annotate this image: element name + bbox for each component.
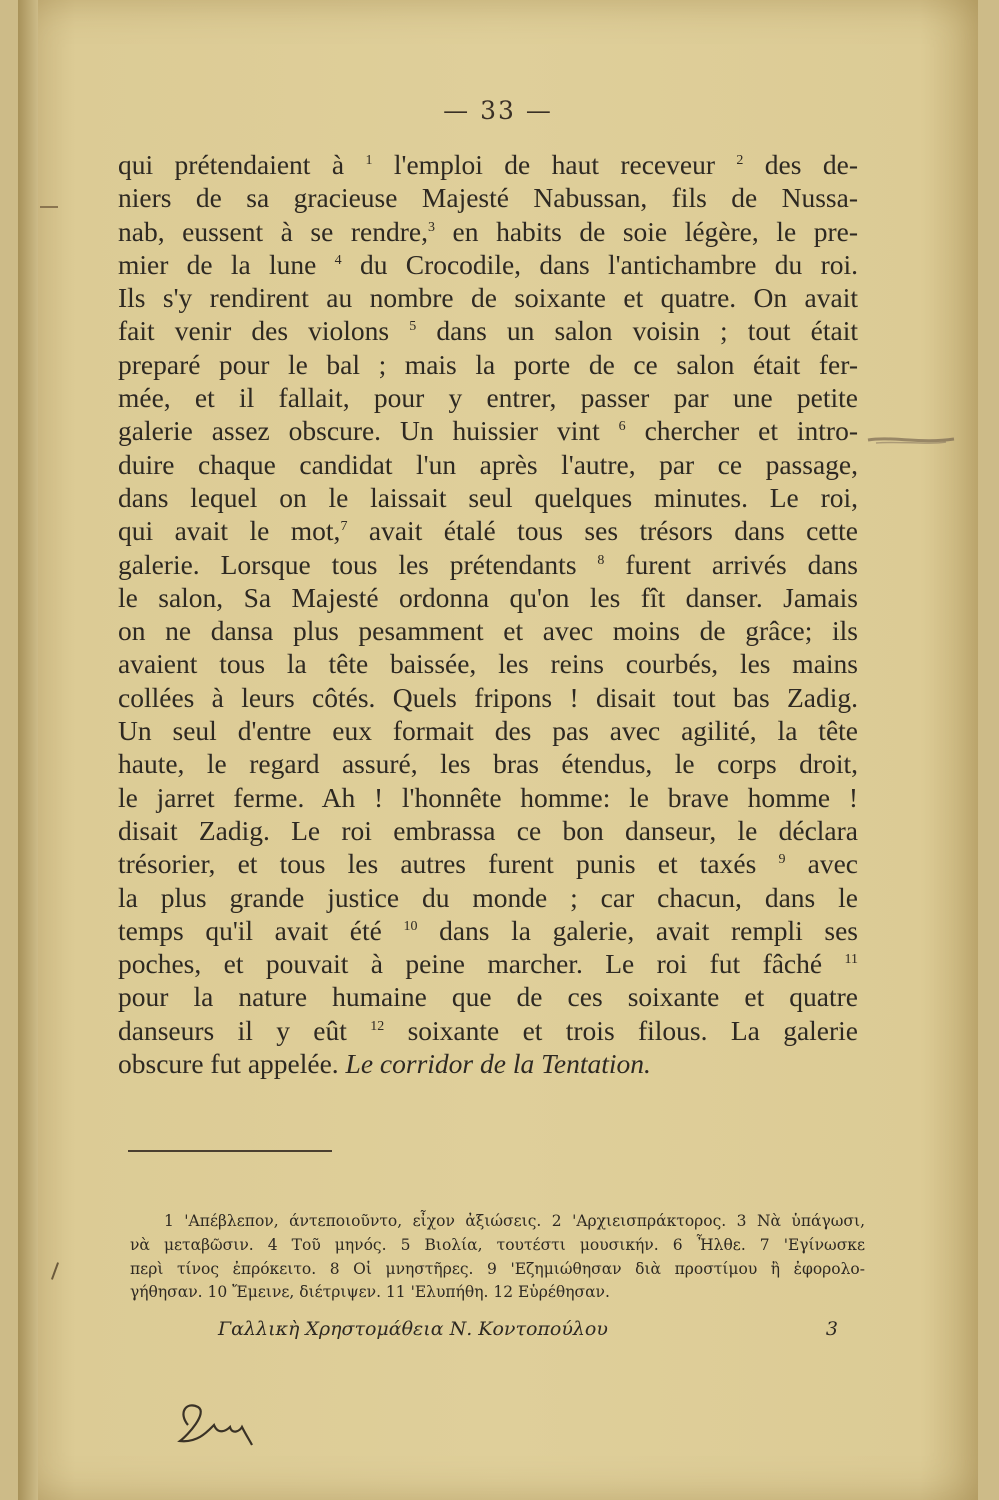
handwritten-scribble (168, 1395, 288, 1455)
text-line: galerie. Lorsque tous les prétendants $^8$ furent arrivés dans (118, 548, 858, 580)
pencil-stroke-mark (866, 432, 956, 448)
page-spine-shadow (18, 0, 38, 1500)
text-line: dans lequel on le laissait seul quelques minutes. Le roi, (118, 481, 858, 513)
text-line: duire chaque candidat l'un après l'autre, par ce passage, (118, 448, 858, 480)
footnote-marker: 2 (736, 153, 744, 168)
text-line: temps qu'il avait été $^{10}$ dans la galerie, avait rempli ses (118, 914, 858, 946)
text-line: qui prétendaient à $^1$ l'emploi de haut receveur $^2$ des de- (118, 149, 858, 180)
footnote-line: νὰ μεταβῶσιν. 4 Τοῦ μηνός. 5 Βιολία, τουτέστι μουσικήν. 6 Ἦλθε. 7 'Εγίνωσκε (130, 1235, 865, 1254)
text-line: galerie assez obscure. Un huissier vint $^6$ chercher et intro- (118, 415, 858, 447)
text-line: preparé pour le bal ; mais la porte de ce salon était fer- (118, 348, 858, 380)
text-line: Ils s'y rendirent au nombre de soixante et quatre. On avait (118, 282, 858, 314)
signature-number: 3 (825, 1318, 838, 1340)
text-line: nab, eussent à se rendre,$^3$ en habits de soie légère, le pre- (118, 215, 858, 247)
footnote-marker: 10 (403, 918, 418, 934)
italic-phrase: Le corridor de la Tentation. (345, 1048, 651, 1080)
footnote-marker: 3 (428, 219, 435, 235)
footnote-marker: 7 (340, 519, 348, 535)
text-line: le salon, Sa Majesté ordonna qu'on les fît danser. Jamais (118, 581, 858, 613)
text-line: mier de la lune $^4$ du Crocodile, dans l'antichambre du roi. (118, 248, 858, 280)
signature-title: Γαλλικὴ Χρηστομάθεια Ν. Κοντοπούλου (218, 1318, 608, 1340)
text-line: avaient tous la tête baissée, les reins courbés, les mains (118, 648, 858, 680)
text-line: obscure fut appelée. Le corridor de la Tentation. (118, 1048, 651, 1080)
footnote-marker: 8 (597, 552, 605, 568)
footnote-line: περὶ τίνος ἐπρόκειτο. 8 Οἱ μνηστῆρες. 9 'Εζημιώθησαν διὰ προστίμου ἢ ἐφορολο- (130, 1259, 865, 1278)
footnote-marker: 9 (778, 852, 786, 868)
footnotes (130, 1210, 865, 1305)
page-number: — 33 — (443, 96, 553, 125)
text-line: le jarret ferme. Ah ! l'honnête homme: le brave homme ! (118, 781, 858, 813)
text-line: pour la nature humaine que de ces soixante et quatre (118, 981, 858, 1013)
text-line: la plus grande justice du monde ; car chacun, dans le (118, 881, 858, 913)
footnote-marker: 1 (365, 153, 373, 168)
text-line: haute, le regard assuré, les bras étendus, le corps droit, (118, 748, 858, 780)
footnote-rule (128, 1150, 332, 1152)
footnote-line: γήθησαν. 10 Ἔμεινε, διέτριψεν. 11 'Ελυπήθη. 12 Εὑρέθησαν. (130, 1283, 610, 1302)
footnote-marker: 11 (844, 952, 858, 968)
text-line: on ne dansa plus pesamment et avec moins de grâce; ils (118, 615, 858, 647)
book-page (18, 0, 978, 1500)
text-line: niers de sa gracieuse Majesté Nabussan, fils de Nussa- (118, 182, 858, 214)
text-line: fait venir des violons $^5$ dans un salon voisin ; tout était (118, 315, 858, 347)
text-line: Un seul d'entre eux formait des pas avec agilité, la tête (118, 715, 858, 747)
main-paragraph (118, 148, 858, 1080)
footnote-marker: 5 (409, 319, 417, 335)
margin-mark (40, 206, 58, 208)
footnote-marker: 12 (370, 1018, 385, 1034)
text-line: mée, et il fallait, pour y entrer, passer par une petite (118, 382, 858, 414)
margin-pencil-mark (51, 1262, 59, 1280)
footnote-marker: 6 (618, 419, 626, 435)
text-line: danseurs il y eût $^{12}$ soixante et trois filous. La galerie (118, 1014, 858, 1046)
text-line: trésorier, et tous les autres furent punis et taxés $^9$ avec (118, 848, 858, 880)
text-line: disait Zadig. Le roi embrassa ce bon danseur, le déclara (118, 814, 858, 846)
text-line: poches, et pouvait à peine marcher. Le roi fut fâché $^{11}$ (118, 948, 858, 980)
text-line: collées à leurs côtés. Quels fripons ! disait tout bas Zadig. (118, 681, 858, 713)
footnote-line: 1 'Απέβλεπον, άντεποιοῦντο, εἶχον ἀξιώσεις. 2 'Αρχιεισπράκτορος. 3 Νὰ ὑπάγωσι, (164, 1212, 865, 1230)
signature-line (218, 1318, 838, 1340)
text-line: qui avait le mot,$^7$ avait étalé tous ses trésors dans cette (118, 515, 858, 547)
footnote-marker: 4 (334, 252, 342, 268)
